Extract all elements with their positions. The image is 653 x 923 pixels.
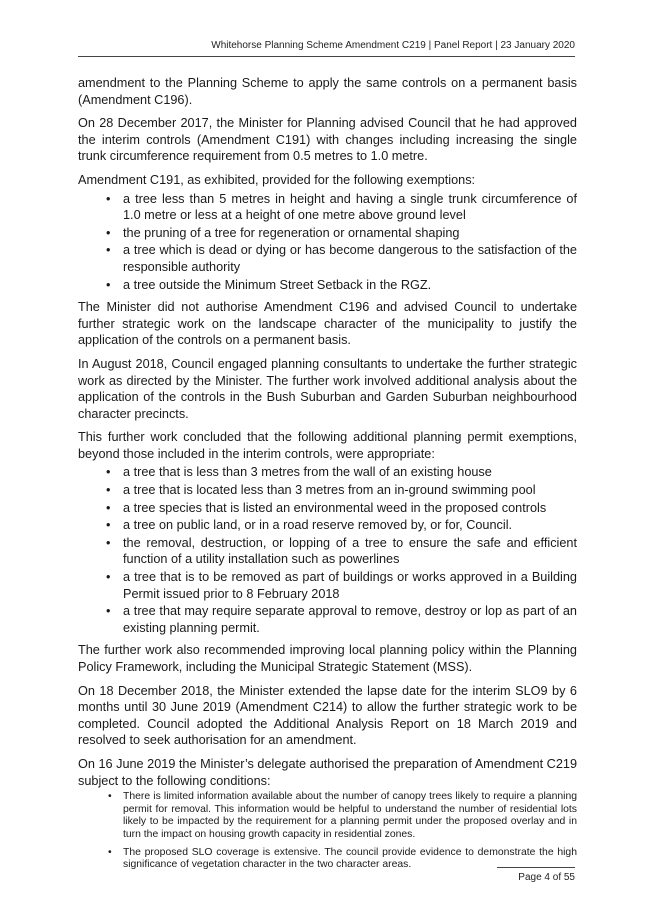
list-item	[78, 791, 577, 841]
list-item-text: a tree that is less than 3 metres from the wall of an existing house	[123, 465, 492, 480]
list-item	[78, 569, 577, 602]
list-item-text: a tree outside the Minimum Street Setback in the RGZ.	[123, 277, 432, 292]
bullet-icon: •	[106, 191, 111, 206]
list-item-text: the removal, destruction, or lopping of a tree to ensure the safe and efficient function of a utility installation such as powerlines	[123, 535, 577, 567]
footer-rule	[497, 867, 575, 868]
page-number: Page 4 of 55	[518, 872, 575, 883]
bullet-icon: •	[108, 791, 112, 803]
list-item-text: There is limited information available about the number of canopy trees likely to require a planning permit for removal. This information would be helpful to understand the number of residential lots likely to be impacted by the requirement for a planning permit under the proposed overlay and in turn the impact on housing growth capacity in residential zones.	[123, 791, 577, 840]
list-item	[78, 464, 577, 481]
paragraph: amendment to the Planning Scheme to apply the same controls on a permanent basis (Amendment C196).	[78, 76, 577, 107]
list-item-text: the pruning of a tree for regeneration or ornamental shaping	[123, 225, 460, 240]
list-item	[78, 191, 577, 224]
bullet-icon: •	[106, 243, 111, 258]
list-item	[78, 535, 577, 568]
list-item	[78, 500, 577, 517]
conditions-list	[78, 791, 577, 872]
paragraph: This further work concluded that the following additional planning permit exemptions, beyond those included in the interim controls, were appropriate:	[78, 430, 577, 461]
bullet-icon: •	[106, 277, 111, 292]
bullet-icon: •	[106, 465, 111, 480]
paragraph: The Minister did not authorise Amendment C196 and advised Council to undertake further strategic work on the landscape character of the municipality to justify the application of the controls on a permanent basis.	[78, 300, 577, 348]
bullet-icon: •	[106, 518, 111, 533]
bullet-icon: •	[108, 846, 112, 858]
list-item-text: a tree species that is listed an environmental weed in the proposed controls	[123, 500, 547, 515]
bullet-icon: •	[106, 570, 111, 585]
bullet-icon: •	[106, 483, 111, 498]
list-item-text: a tree that is to be removed as part of buildings or works approved in a Building Permit issued prior to 8 February 2018	[123, 570, 577, 601]
bullet-icon: •	[106, 500, 111, 515]
list-item	[78, 242, 577, 275]
bullet-icon: •	[106, 535, 111, 550]
paragraph: On 28 December 2017, the Minister for Planning advised Council that he had approved the interim controls (Amendment C191) with changes including increasing the single trunk circumference requirement from 0.5 metres to 1.0 metre.	[78, 116, 577, 164]
list-item-text: a tree less than 5 metres in height and having a single trunk circumference of 1.0 metre or less at a height of one metre above ground level	[123, 191, 577, 223]
paragraph: On 16 June 2019 the Minister’s delegate authorised the preparation of Amendment C219 subject to the following conditions:	[78, 756, 577, 788]
bullet-icon: •	[106, 604, 111, 619]
list-item	[78, 277, 577, 294]
additional-exemptions-list	[78, 464, 577, 636]
running-header: Whitehorse Planning Scheme Amendment C219 | Panel Report | 23 January 2020	[78, 40, 575, 57]
bullet-icon: •	[106, 225, 111, 240]
paragraph: Amendment C191, as exhibited, provided for the following exemptions:	[78, 172, 476, 187]
paragraph: In August 2018, Council engaged planning consultants to undertake the further strategic work as directed by the Minister. The further work involved additional analysis about the application of the controls in the Bush Suburban and Garden Suburban neighbourhood character precincts.	[78, 356, 577, 421]
list-item	[78, 603, 577, 636]
exemptions-list	[78, 191, 577, 294]
report-body	[78, 75, 577, 877]
paragraph: On 18 December 2018, the Minister extended the lapse date for the interim SLO9 by 6 months until 30 June 2019 (Amendment C214) to allow the further strategic work to be completed. Council adopted the Additional Analysis Report on 18 March 2019 and resolved to seek authorisation for an amendment.	[78, 683, 577, 748]
list-item	[78, 482, 577, 499]
list-item-text: a tree on public land, or in a road reserve removed by, or for, Council.	[123, 518, 513, 533]
list-item-text: a tree which is dead or dying or has become dangerous to the satisfaction of the responsible authority	[123, 243, 577, 274]
paragraph: The further work also recommended improving local planning policy within the Planning Policy Framework, including the Municipal Strategic Statement (MSS).	[78, 643, 577, 674]
list-item-text: a tree that is located less than 3 metres from an in-ground swimming pool	[123, 483, 536, 498]
list-item-text: The proposed SLO coverage is extensive. The council provide evidence to demonstrate the high significance of vegetation character in the two character areas.	[123, 846, 577, 871]
list-item	[78, 225, 577, 242]
list-item-text: a tree that may require separate approval to remove, destroy or lop as part of an existing planning permit.	[123, 604, 577, 635]
list-item	[78, 517, 577, 534]
